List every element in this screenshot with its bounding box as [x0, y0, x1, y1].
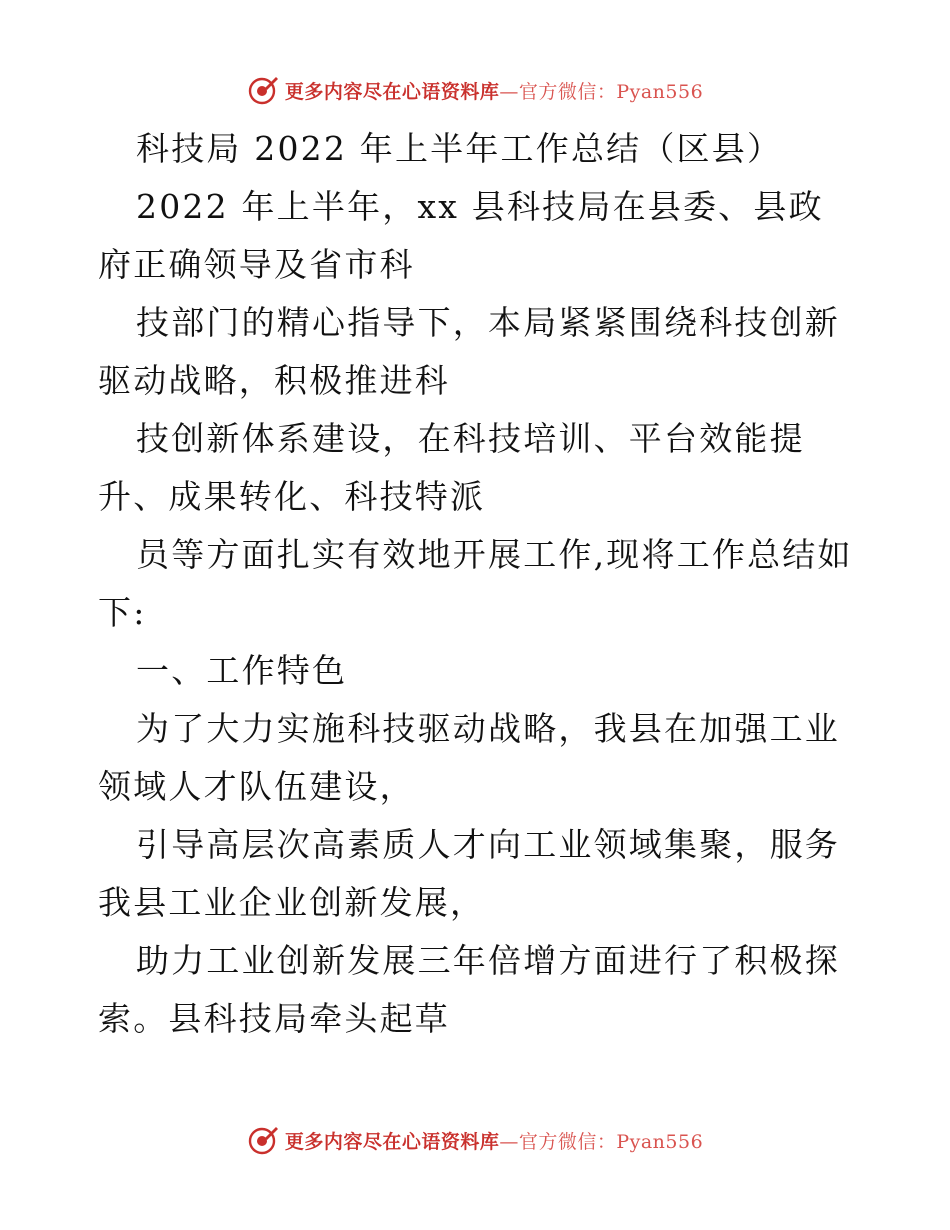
- watermark-text: [285, 1127, 703, 1154]
- paragraph: 2022 年上半年，xx 县科技局在县委、县政府正确领导及省市科: [98, 187, 824, 284]
- watermark-lead: 更多内容尽在心语资料库: [284, 80, 500, 103]
- footer-watermark: [0, 1122, 950, 1158]
- section-heading: 一、工作特色: [136, 651, 348, 690]
- watermark-text: [285, 77, 703, 104]
- paragraph: 员等方面扎实有效地开展工作,现将工作总结如下:: [98, 535, 853, 632]
- paragraph: 技创新体系建设，在科技培训、平台效能提升、成果转化、科技特派: [98, 419, 805, 516]
- paragraph: 助力工业创新发展三年倍增方面进行了积极探索。县科技局牵头起草: [98, 941, 840, 1038]
- watermark-lead: 更多内容尽在心语资料库: [284, 1130, 500, 1153]
- watermark-rest: —官方微信：Pyan556: [499, 80, 704, 103]
- header-watermark: [0, 72, 950, 108]
- paragraph: 技部门的精心指导下，本局紧紧围绕科技创新驱动战略，积极推进科: [98, 303, 840, 400]
- paragraph: 引导高层次高素质人才向工业领域集聚，服务我县工业企业创新发展，: [98, 825, 840, 922]
- pen-circle-logo-icon: [247, 1124, 279, 1156]
- watermark-rest: —官方微信：Pyan556: [499, 1130, 704, 1153]
- paragraph: 为了大力实施科技驱动战略，我县在加强工业领域人才队伍建设，: [98, 709, 840, 806]
- document-body: [98, 120, 858, 1048]
- pen-circle-logo-icon: [247, 74, 279, 106]
- document-title: 科技局 2022 年上半年工作总结（区县）: [136, 129, 783, 168]
